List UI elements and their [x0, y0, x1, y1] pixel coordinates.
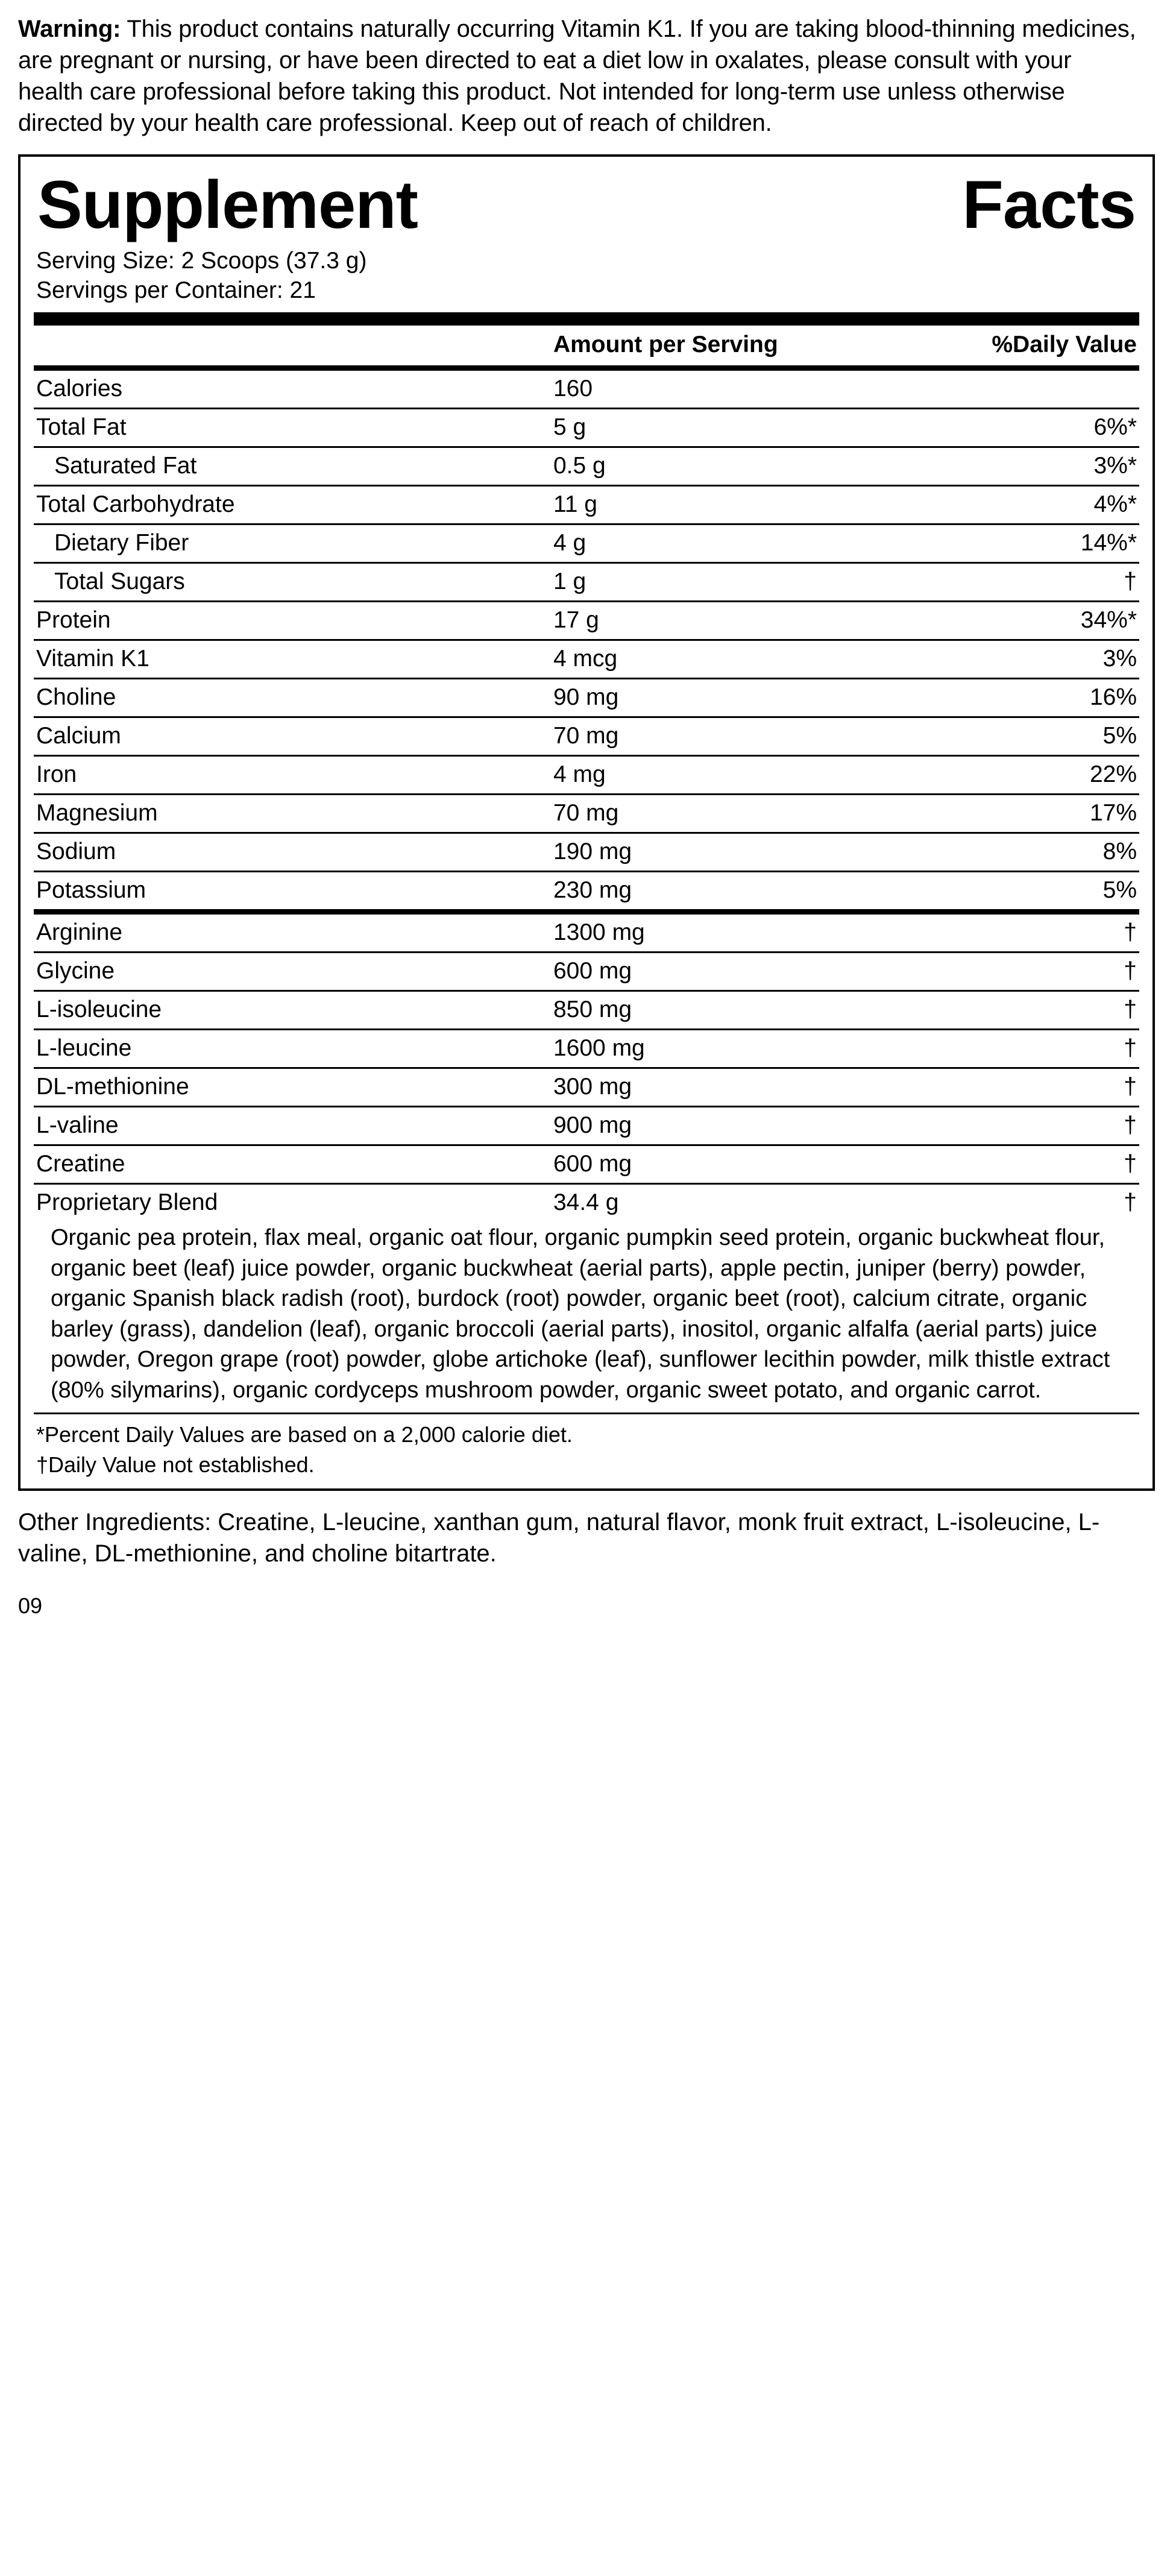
- row-name: Creatine: [36, 1151, 125, 1177]
- row-amount: 1300 mg: [553, 919, 645, 946]
- table-row: [34, 641, 1139, 678]
- divider-thick-top: [34, 312, 1139, 326]
- other-ingredients: Other Ingredients: Creatine, L-leucine, xanthan gum, natural flavor, monk fruit extract, L-isoleucine, L-valine, DL-methionine, and choline bitartrate.: [18, 1509, 1100, 1567]
- row-daily-value: †: [1124, 997, 1137, 1023]
- row-daily-value: †: [1124, 919, 1137, 946]
- warning-label: Warning:: [18, 16, 121, 42]
- footnote-dagger: †Daily Value not established.: [36, 1452, 315, 1477]
- page-code: 09: [18, 1593, 43, 1619]
- row-amount: 5 g: [553, 414, 586, 441]
- row-name: Choline: [36, 684, 116, 711]
- row-daily-value: †: [1124, 1112, 1137, 1139]
- header-amount-per-serving: Amount per Serving: [553, 332, 778, 358]
- blend-amount: 34.4 g: [553, 1189, 619, 1216]
- supplement-facts-title: [34, 163, 1139, 246]
- row-name: L-leucine: [36, 1035, 132, 1062]
- row-name: Vitamin K1: [36, 646, 149, 672]
- footnote-percent-daily-value: *Percent Daily Values are based on a 2,000 calorie diet.: [36, 1422, 573, 1447]
- warning-paragraph: [18, 13, 1155, 139]
- row-amount: 600 mg: [553, 1151, 632, 1177]
- divider-amino-section: [34, 909, 1139, 915]
- nutrition-table-body: [34, 326, 1139, 1221]
- row-name: Total Carbohydrate: [36, 491, 235, 518]
- row-daily-value: †: [1124, 568, 1137, 595]
- table-row: [34, 679, 1139, 716]
- table-row: [34, 953, 1139, 990]
- row-daily-value: [907, 371, 1139, 408]
- row-name: Calories: [36, 376, 123, 402]
- blend-name: Proprietary Blend: [36, 1189, 218, 1216]
- nutrition-table: [34, 326, 1139, 1221]
- table-row: [34, 718, 1139, 755]
- servings-per-container: Servings per Container: 21: [36, 277, 316, 304]
- row-name: DL-methionine: [36, 1074, 189, 1100]
- row-daily-value: †: [1124, 958, 1137, 984]
- row-daily-value: 6%*: [1093, 414, 1137, 441]
- table-row: [34, 992, 1139, 1028]
- row-name: Total Fat: [36, 414, 127, 441]
- row-amount: 160: [553, 376, 593, 402]
- row-name: Iron: [36, 761, 77, 788]
- table-row: [34, 602, 1139, 639]
- row-amount: 11 g: [553, 491, 597, 518]
- row-amount: 4 mcg: [553, 646, 618, 672]
- row-daily-value: 5%: [1102, 877, 1137, 904]
- serving-size: Serving Size: 2 Scoops (37.3 g): [36, 248, 367, 274]
- row-daily-value: 3%*: [1093, 453, 1137, 479]
- table-row: [34, 409, 1139, 446]
- row-name: Calcium: [36, 723, 121, 749]
- table-row: [34, 448, 1139, 485]
- table-row: [34, 1030, 1139, 1067]
- warning-text: This product contains naturally occurring Vitamin K1. If you are taking blood-thinning medicines, are pregnant or nursing, or have been directed to eat a diet low in oxalates, please consult with your health care professional before taking this product. Not intended for long-term use unless otherwise directed by your health care professional. Keep out of reach of children.: [18, 16, 1136, 136]
- row-name: Sodium: [36, 839, 116, 865]
- row-daily-value: 17%: [1089, 800, 1137, 827]
- row-name: Glycine: [36, 958, 115, 984]
- table-row: [34, 915, 1139, 951]
- table-row: [34, 872, 1139, 909]
- proprietary-blend-description: Organic pea protein, flax meal, organic oat flour, organic pumpkin seed protein, organic buckwheat flour, organic beet (leaf) juice powder, organic buckwheat (aerial parts), apple pectin, juniper (berry) powder, organic Spanish black radish (root), burdock (root) powder, organic beet (root), calcium citrate, organic barley (grass), dandelion (leaf), organic broccoli (aerial parts), inositol, organic alfalfa (aerial parts) juice powder, Oregon grape (root) powder, globe artichoke (leaf), sunflower lecithin powder, milk thistle extract (80% silymarins), organic cordyceps mushroom powder, organic sweet potato, and organic carrot.: [51, 1225, 1110, 1403]
- supplement-facts-panel: [18, 154, 1155, 1491]
- header-blank: [34, 326, 553, 365]
- row-name: L-valine: [36, 1112, 119, 1139]
- table-row: [34, 1069, 1139, 1106]
- row-amount: 1600 mg: [553, 1035, 645, 1062]
- row-amount: 4 g: [553, 530, 586, 556]
- row-amount: 850 mg: [553, 997, 632, 1023]
- row-amount: 0.5 g: [553, 453, 606, 479]
- row-name: Protein: [36, 607, 111, 634]
- blend-daily-value: †: [1124, 1189, 1137, 1216]
- row-daily-value: 22%: [1089, 761, 1137, 788]
- row-daily-value: 3%: [1102, 646, 1137, 672]
- row-amount: 1 g: [553, 568, 586, 595]
- table-header-row: [34, 326, 1139, 365]
- row-amount: 90 mg: [553, 684, 619, 711]
- row-daily-value: 8%: [1102, 839, 1137, 865]
- table-row: [34, 564, 1139, 600]
- table-row: [34, 525, 1139, 562]
- row-daily-value: 4%*: [1093, 491, 1137, 518]
- row-amount: 70 mg: [553, 723, 619, 749]
- row-amount: 600 mg: [553, 958, 632, 984]
- table-row: [34, 1107, 1139, 1144]
- row-daily-value: 34%*: [1080, 607, 1137, 634]
- title-word-facts: Facts: [962, 167, 1136, 242]
- row-amount: 70 mg: [553, 800, 619, 827]
- row-amount: 230 mg: [553, 877, 632, 904]
- row-name: Saturated Fat: [54, 453, 197, 479]
- row-amount: 4 mg: [553, 761, 606, 788]
- row-name: Arginine: [36, 919, 123, 946]
- row-daily-value: †: [1124, 1074, 1137, 1100]
- table-row: [34, 834, 1139, 871]
- divider-under-header: [34, 365, 1139, 371]
- row-name: Total Sugars: [54, 568, 185, 595]
- row-amount: 300 mg: [553, 1074, 632, 1100]
- row-name: Dietary Fiber: [54, 530, 189, 556]
- row-amount: 17 g: [553, 607, 599, 634]
- row-daily-value: 14%*: [1080, 530, 1137, 556]
- row-name: Potassium: [36, 877, 146, 904]
- table-row: [34, 371, 1139, 408]
- row-amount: 900 mg: [553, 1112, 632, 1139]
- table-row: [34, 757, 1139, 793]
- row-daily-value: 16%: [1089, 684, 1137, 711]
- row-amount: 190 mg: [553, 839, 632, 865]
- table-row: [34, 487, 1139, 523]
- table-row: [34, 1146, 1139, 1183]
- row-daily-value: †: [1124, 1151, 1137, 1177]
- row-daily-value: 5%: [1102, 723, 1137, 749]
- header-daily-value: %Daily Value: [992, 332, 1137, 358]
- row-daily-value: †: [1124, 1035, 1137, 1062]
- title-word-supplement: Supplement: [37, 167, 418, 242]
- table-row: [34, 795, 1139, 832]
- proprietary-blend-row: [34, 1185, 1139, 1221]
- row-name: Magnesium: [36, 800, 158, 827]
- row-name: L-isoleucine: [36, 997, 162, 1023]
